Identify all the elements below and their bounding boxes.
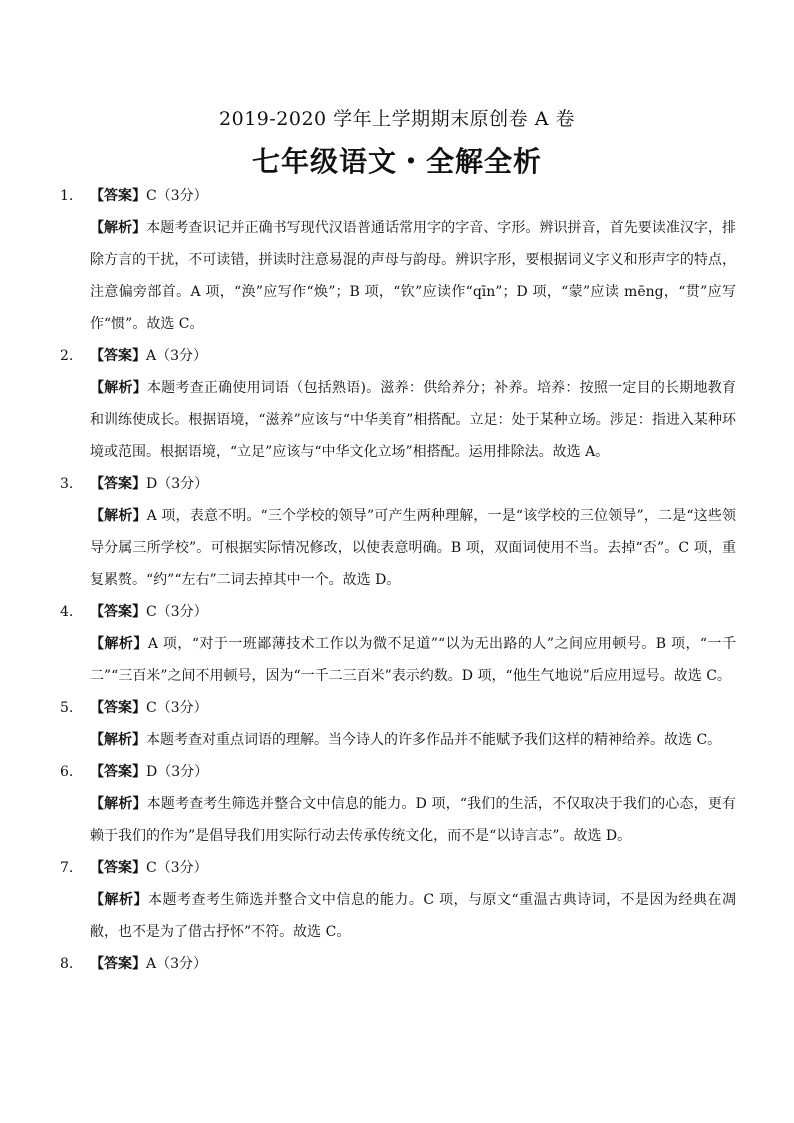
answer-tag: 【答案】 xyxy=(90,348,146,364)
answer-value: C（3分） xyxy=(146,604,208,620)
answer-tag: 【答案】 xyxy=(90,860,146,876)
question-number: 4. xyxy=(60,604,74,620)
question-number: 7. xyxy=(60,860,74,876)
answer-tag: 【答案】 xyxy=(90,476,146,492)
explanation xyxy=(60,372,736,468)
explanation-text: 本题考查对重点词语的理解。当今诗人的许多作品并不能赋予我们这样的精神给养。故选 C。 xyxy=(146,732,722,748)
exam-title: 2019-2020 学年上学期期末原创卷 A 卷 xyxy=(219,108,575,130)
explanation xyxy=(60,500,736,596)
answer-line xyxy=(60,692,736,724)
question-item xyxy=(60,756,736,852)
answer-tag: 【答案】 xyxy=(90,956,146,972)
explanation-text: 本题考查考生筛选并整合文中信息的能力。C 项，与原文“重温古典诗词，不是因为经典在凋敝，也不是为了借古抒怀”不符。故选 C。 xyxy=(90,892,737,940)
question-item xyxy=(60,596,736,692)
answer-line xyxy=(60,180,736,212)
explanation-text: A 项，表意不明。“三个学校的领导”可产生两种理解，一是“该学校的三位领导”，二是“这些领导分属三所学校”。可根据实际情况修改，以使表意明确。B 项，双面词使用不当。去掉“否”。C 项，重复累赘。“约”“左右”二词去掉其中一个。故选 D。 xyxy=(90,508,736,588)
answer-tag: 【答案】 xyxy=(90,700,146,716)
answer-value: C（3分） xyxy=(146,700,208,716)
answer-value: A（3分） xyxy=(146,956,208,972)
explanation xyxy=(60,884,736,948)
answer-value: C（3分） xyxy=(146,188,208,204)
answer-value: C（3分） xyxy=(146,860,208,876)
explanation-tag: 【解析】 xyxy=(90,732,146,748)
answer-value: D（3分） xyxy=(146,764,209,780)
question-item xyxy=(60,180,736,340)
question-item xyxy=(60,852,736,948)
explanation-tag: 【解析】 xyxy=(90,380,147,396)
question-number: 6. xyxy=(60,764,74,780)
answer-value: A（3分） xyxy=(146,348,208,364)
explanation-tag: 【解析】 xyxy=(90,796,147,812)
answer-value: D（3分） xyxy=(146,476,209,492)
explanation-tag: 【解析】 xyxy=(90,636,148,652)
explanation xyxy=(60,628,736,692)
answer-tag: 【答案】 xyxy=(90,604,146,620)
answer-line xyxy=(60,468,736,500)
explanation-text: 本题考查识记并正确书写现代汉语普通话常用字的字音、字形。辨识拼音，首先要读准汉字，排除方言的干扰，不可读错，拼读时注意易混的声母与韵母。辨识字形，要根据词义字义和形声字的特点，注意偏旁部首。A 项，“涣”应写作“焕”；B 项，“钦”应读作“qīn”；D 项，“蒙”应读 mēng，“贯”应写作“惯”。故选 C。 xyxy=(90,220,737,332)
answer-tag: 【答案】 xyxy=(90,188,146,204)
explanation xyxy=(60,212,736,340)
explanation-text: A 项，“对于一班鄙薄技术工作以为微不足道”“以为无出路的人”之间应用顿号。B 项，“一千二”“三百米”之间不用顿号，因为“一千二三百米”表示约数。D 项，“他生气地说”后应用逗号。故选 C。 xyxy=(90,636,736,684)
explanation xyxy=(60,788,736,852)
question-item xyxy=(60,692,736,756)
question-item xyxy=(60,948,736,980)
answer-list xyxy=(60,180,736,980)
answer-line xyxy=(60,756,736,788)
explanation-tag: 【解析】 xyxy=(90,220,147,236)
question-item xyxy=(60,340,736,468)
exam-subtitle: 七年级语文・全解全析 xyxy=(251,145,542,178)
question-item xyxy=(60,468,736,596)
answer-line xyxy=(60,340,736,372)
explanation-tag: 【解析】 xyxy=(90,892,148,908)
answer-tag: 【答案】 xyxy=(90,764,146,780)
answer-line xyxy=(60,596,736,628)
question-number: 8. xyxy=(60,956,74,972)
question-number: 3. xyxy=(60,476,74,492)
question-number: 1. xyxy=(60,188,74,204)
answer-line xyxy=(60,948,736,980)
explanation-text: 本题考查考生筛选并整合文中信息的能力。D 项，“我们的生活，不仅取决于我们的心态，更有赖于我们的作为”是倡导我们用实际行动去传承传统文化，而不是“以诗言志”。故选 D。 xyxy=(90,796,736,844)
answer-line xyxy=(60,852,736,884)
explanation xyxy=(60,724,736,756)
explanation-text: 本题考查正确使用词语（包括熟语)。滋养：供给养分；补养。培养：按照一定目的长期地教育和训练使成长。根据语境，“滋养”应该与“中华美育”相搭配。立足：处于某种立场。涉足：指进入某种环境或范围。根据语境，“立足”应该与“中华文化立场”相搭配。运用排除法。故选 A。 xyxy=(90,380,736,460)
question-number: 5. xyxy=(60,700,74,716)
explanation-tag: 【解析】 xyxy=(90,508,147,524)
question-number: 2. xyxy=(60,348,74,364)
